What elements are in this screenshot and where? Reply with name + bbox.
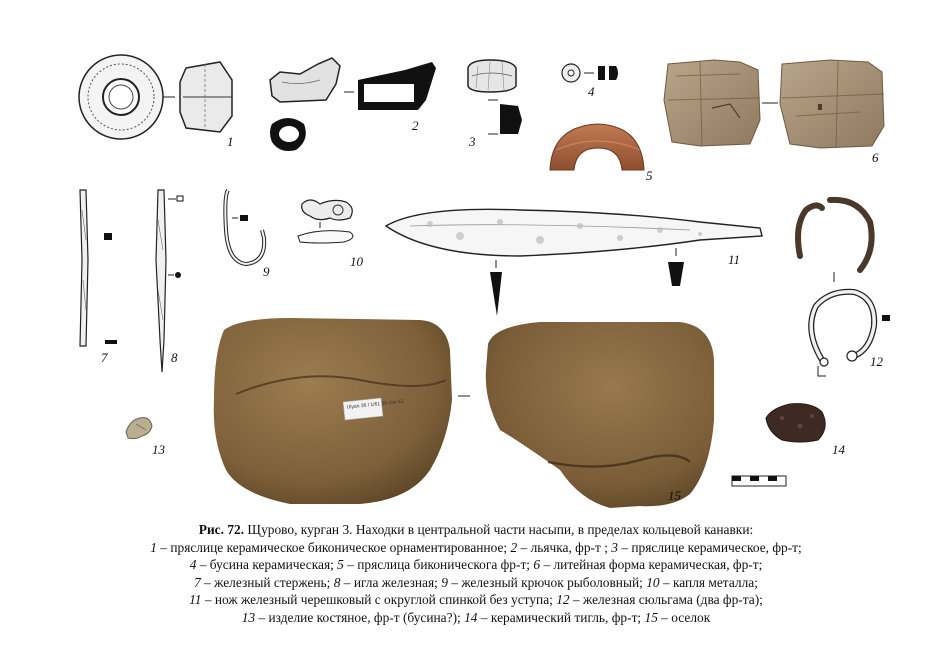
artifact-1-spindle-whorl bbox=[79, 55, 232, 139]
artifact-10-metal-drop bbox=[298, 200, 353, 243]
caption-title-line bbox=[40, 521, 912, 539]
fig-number-12: 12 bbox=[870, 354, 883, 369]
fig-number-2: 2 bbox=[412, 118, 419, 133]
caption-item-text: – капля металла; bbox=[659, 574, 758, 590]
caption-item-text: – железная сюльгама (два фр-та); bbox=[569, 592, 763, 608]
caption-item-text: – нож железный черешковый с округлой спинкой без уступа; bbox=[201, 592, 557, 608]
figure-caption bbox=[40, 521, 912, 627]
caption-item-text: – льячка, фр-т ; bbox=[517, 539, 612, 555]
fig-number-3: 3 bbox=[469, 134, 476, 149]
artifact-12-iron-brooch bbox=[798, 200, 890, 376]
fig-number-9: 9 bbox=[263, 264, 270, 279]
caption-item-number: 2 bbox=[510, 539, 518, 555]
fig-number-4: 4 bbox=[588, 84, 595, 99]
caption-item-text: – литейная форма керамическая, фр-т; bbox=[540, 557, 763, 573]
caption-item-text: – изделие костяное, фр-т (бусина?); bbox=[255, 609, 465, 625]
fig-number-14: 14 bbox=[832, 442, 845, 457]
fig-number-8: 8 bbox=[171, 350, 178, 365]
caption-title: Щурово, курган 3. Находки в центральной части насыпи, в пределах кольцевой канавки: bbox=[244, 522, 754, 537]
caption-item-text: – керамический тигль, фр-т; bbox=[477, 609, 645, 625]
caption-item-number: 10 bbox=[646, 574, 660, 590]
caption-item-number: 6 bbox=[533, 557, 541, 573]
artifact-6-casting-mould bbox=[664, 60, 884, 148]
caption-item-number: 1 bbox=[150, 539, 157, 555]
fig-number-6: 6 bbox=[872, 150, 879, 165]
artifact-14-crucible bbox=[766, 404, 825, 442]
artifact-15-whetstone bbox=[214, 318, 714, 508]
fig-number-7: 7 bbox=[101, 350, 108, 365]
specimen-label: Ulyan 36 / 1/61 38 сон 63 bbox=[346, 398, 404, 411]
scale-bar bbox=[732, 476, 786, 486]
caption-item-text: – бусина керамическая; bbox=[196, 557, 338, 573]
caption-item-number: 11 bbox=[189, 592, 202, 608]
caption-item-number: 12 bbox=[556, 592, 570, 608]
caption-item-text: – пряслице керамическое, фр-т; bbox=[618, 539, 802, 555]
caption-item-number: 13 bbox=[241, 609, 256, 625]
fig-number-11: 11 bbox=[728, 252, 741, 267]
artifact-2-ladle bbox=[270, 58, 436, 151]
artifact-5-biconical-whorl bbox=[550, 124, 644, 170]
caption-line bbox=[40, 609, 912, 627]
caption-item-text: – железный стержень; bbox=[200, 574, 334, 590]
artifact-13-bone-object bbox=[126, 418, 152, 439]
caption-item-number: 8 bbox=[333, 574, 341, 590]
caption-line bbox=[40, 591, 912, 609]
fig-number-1: 1 bbox=[227, 134, 234, 149]
fig-number-15: 15 bbox=[668, 488, 681, 503]
caption-item-text: – пряслице керамическое биконическое орнаментированное; bbox=[156, 539, 511, 555]
artifact-11-iron-knife bbox=[386, 209, 762, 316]
caption-item-text: – игла железная; bbox=[340, 574, 442, 590]
artifact-9-fishing-hook bbox=[225, 190, 264, 264]
caption-item-number: 4 bbox=[189, 557, 197, 573]
caption-line bbox=[40, 556, 912, 574]
caption-line bbox=[40, 574, 912, 592]
caption-item-number: 5 bbox=[337, 557, 344, 573]
artifact-4-bead bbox=[562, 64, 618, 82]
fig-number-5: 5 bbox=[646, 168, 653, 183]
artifact-7-iron-rod bbox=[80, 190, 117, 346]
caption-line bbox=[40, 539, 912, 557]
caption-item-number: 3 bbox=[611, 539, 618, 555]
caption-item-text: – железный крючок рыболовный; bbox=[447, 574, 647, 590]
caption-item-number: 15 bbox=[644, 609, 658, 625]
artifact-3-whorl-fragment bbox=[468, 60, 522, 134]
caption-item-number: 14 bbox=[464, 609, 478, 625]
caption-item-text: – пряслица биконическога фр-т; bbox=[343, 557, 534, 573]
caption-item-number: 9 bbox=[441, 574, 448, 590]
caption-item-number: 7 bbox=[194, 574, 201, 590]
caption-item-text: – оселок bbox=[657, 609, 711, 625]
artifact-8-iron-needle bbox=[156, 190, 183, 372]
fig-number-13: 13 bbox=[152, 442, 165, 457]
fig-number-10: 10 bbox=[350, 254, 363, 269]
caption-figure-label: Рис. 72. bbox=[198, 522, 245, 537]
